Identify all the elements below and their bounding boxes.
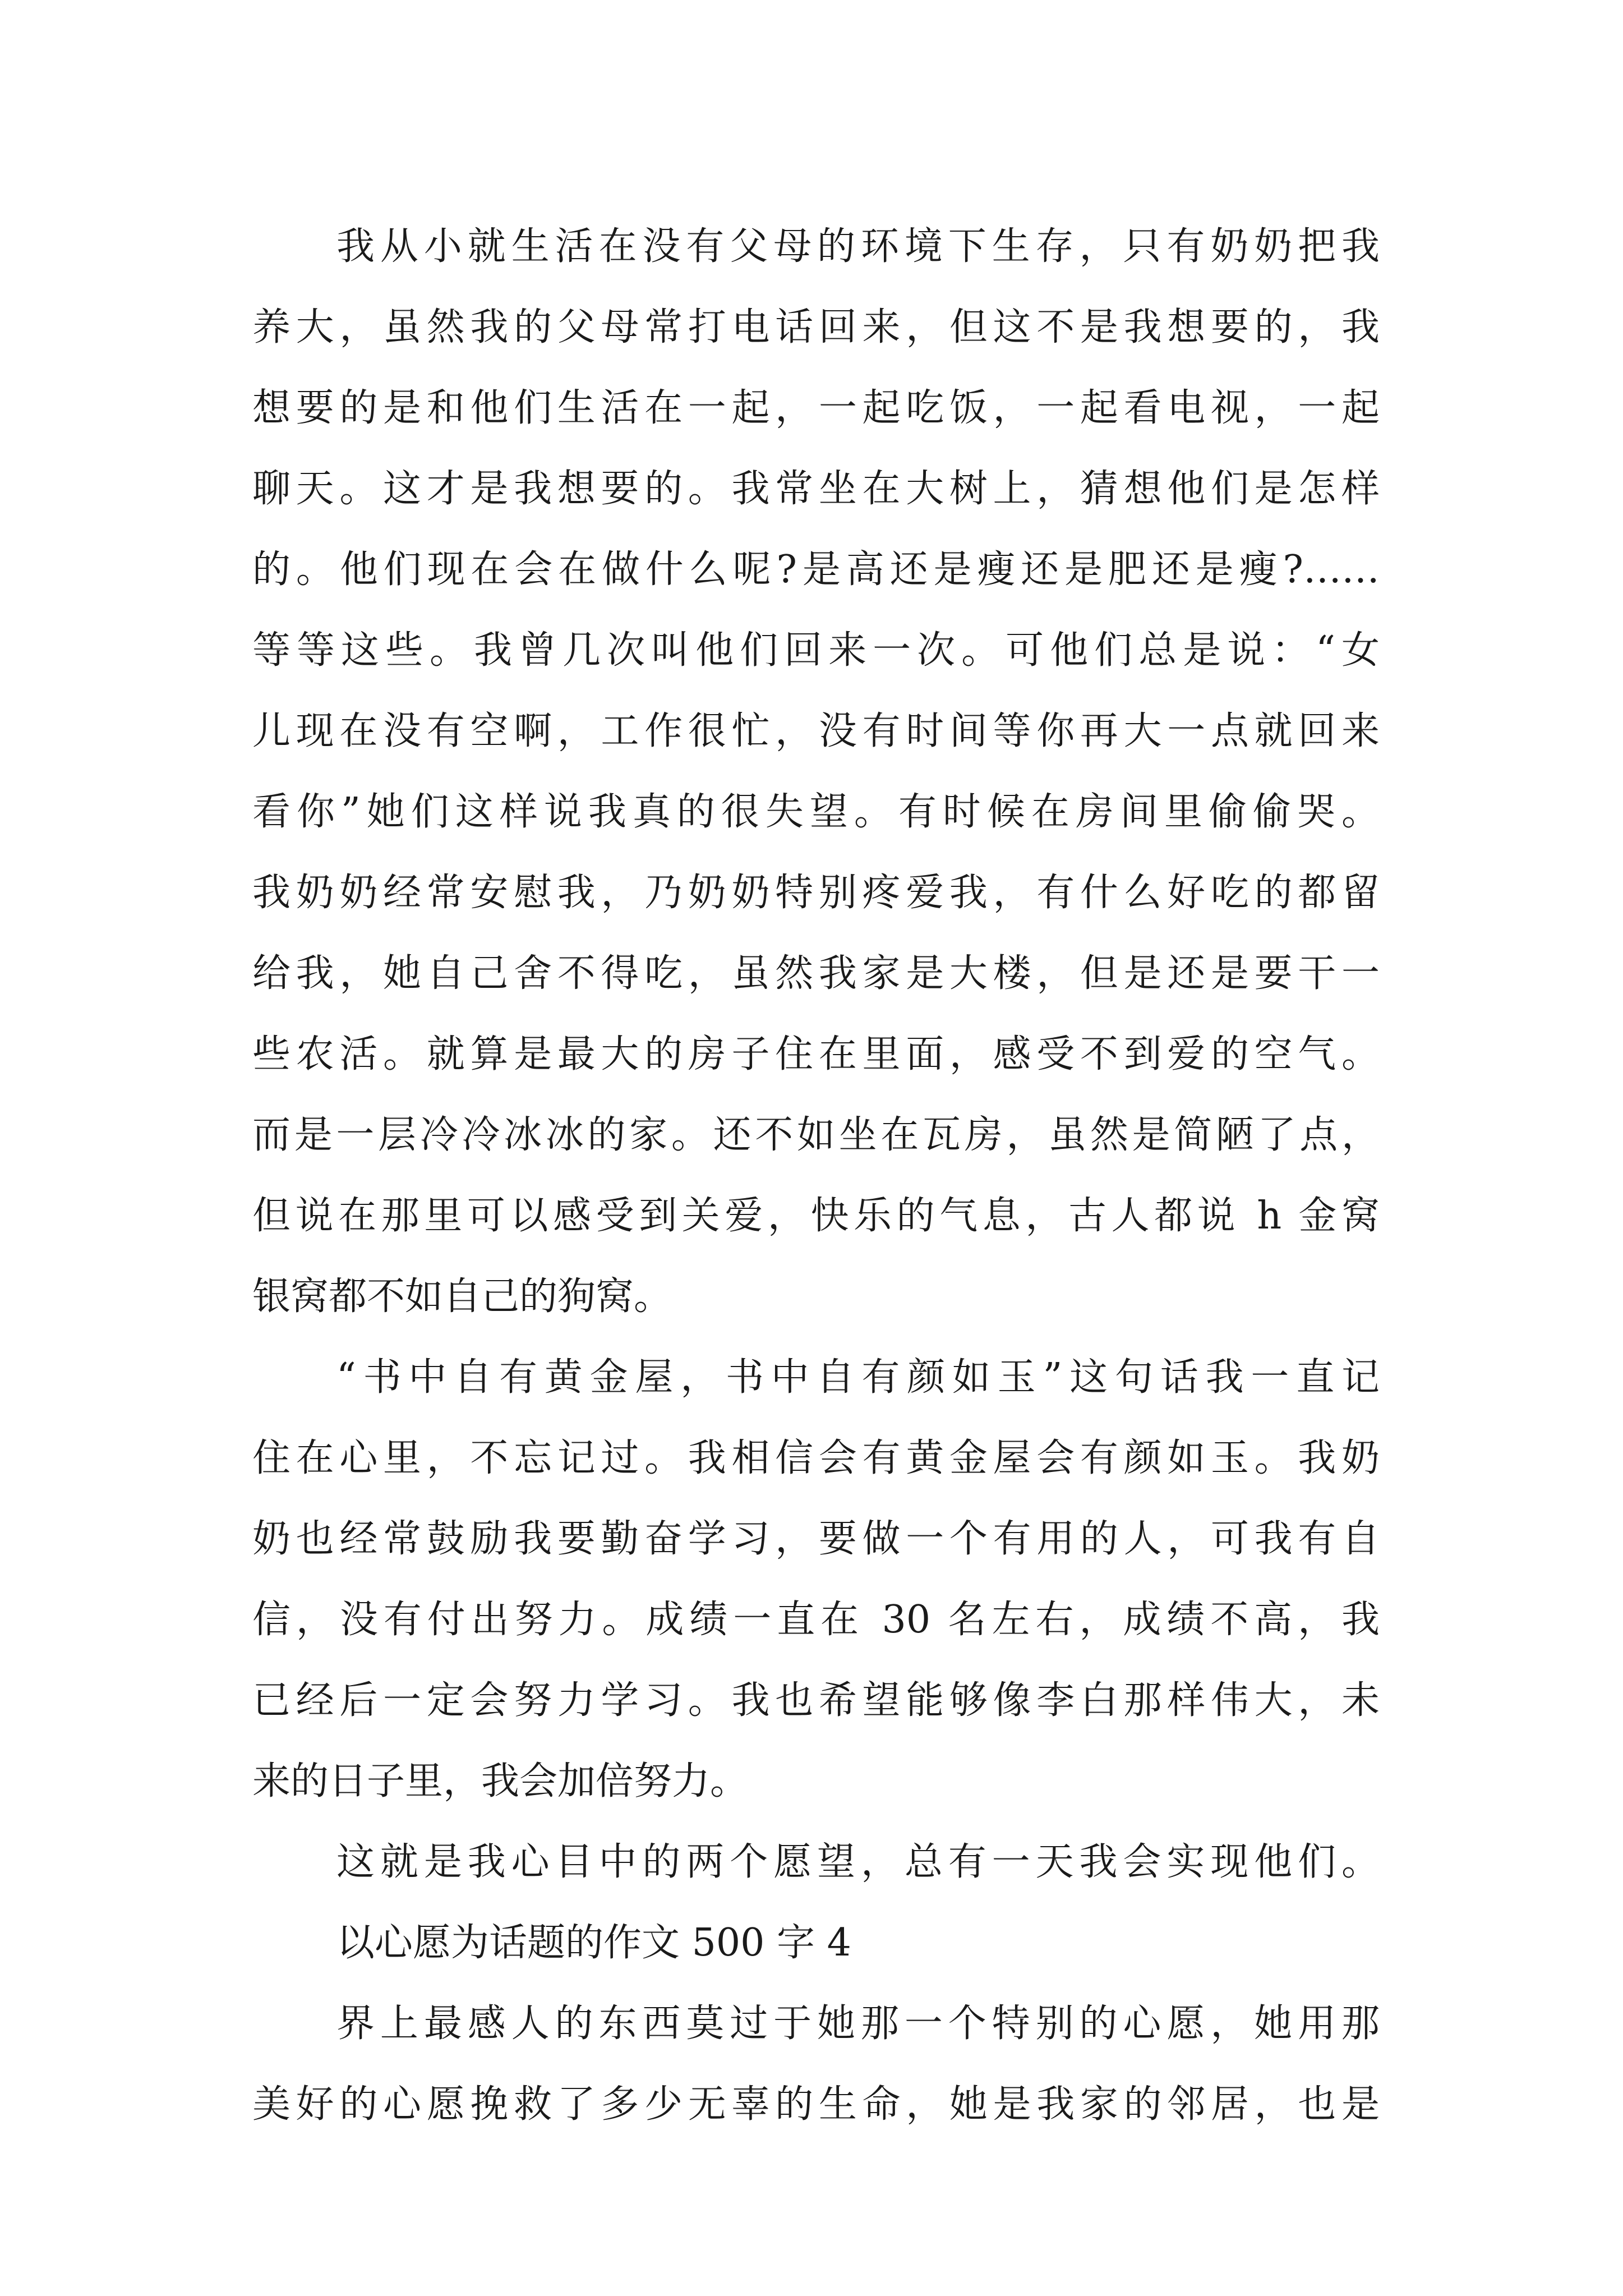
text-line: 住在心里，不忘记过。我相信会有黄金屋会有颜如玉。我奶: [252, 1436, 1380, 1480]
heading-line: 以心愿为话题的作文 500 字 4: [336, 1921, 851, 1965]
text-line: 这就是我心目中的两个愿望，总有一天我会实现他们。: [336, 1840, 1380, 1884]
paragraph-1: [252, 206, 1380, 1337]
text-line: 信，没有付出努力。成绩一直在 30 名左右，成绩不高，我: [252, 1598, 1380, 1642]
text-line: 的。他们现在会在做什么呢?是高还是瘦还是肥还是瘦?……: [252, 547, 1380, 592]
text-line: 儿现在没有空啊，工作很忙，没有时间等你再大一点就回来: [252, 709, 1380, 753]
paragraph-5: [252, 1984, 1380, 2145]
text-line: 美好的心愿挽救了多少无辜的生命，她是我家的邻居，也是: [252, 2082, 1380, 2127]
text-line: 银窝都不如自己的狗窝。: [252, 1274, 672, 1319]
text-line: 而是一层冷冷冰冰的家。还不如坐在瓦房，虽然是简陋了点，: [252, 1113, 1380, 1157]
text-line: 奶也经常鼓励我要勤奋学习，要做一个有用的人，可我有自: [252, 1517, 1380, 1561]
text-line: 看你”她们这样说我真的很失望。有时候在房间里偷偷哭。: [252, 790, 1380, 834]
text-line: 些农活。就算是最大的房子住在里面，感受不到爱的空气。: [252, 1032, 1380, 1076]
paragraph-2: [252, 1337, 1380, 1822]
text-line: 等等这些。我曾几次叫他们回来一次。可他们总是说：“女: [252, 628, 1380, 673]
text-line: 来的日子里，我会加倍努力。: [252, 1759, 749, 1803]
text-line: 已经后一定会努力学习。我也希望能够像李白那样伟大，未: [252, 1678, 1380, 1723]
text-line: 我奶奶经常安慰我，乃奶奶特别疼爱我，有什么好吃的都留: [252, 871, 1380, 915]
text-line: 养大，虽然我的父母常打电话回来，但这不是我想要的，我: [252, 305, 1380, 349]
text-line: 给我，她自己舍不得吃，虽然我家是大楼，但是还是要干一: [252, 951, 1380, 996]
text-line: “书中自有黄金屋，书中自有颜如玉”这句话我一直记: [336, 1355, 1380, 1400]
text-line: 界上最感人的东西莫过于她那一个特别的心愿，她用那: [336, 2001, 1380, 2046]
text-line: 我从小就生活在没有父母的环境下生存，只有奶奶把我: [336, 224, 1380, 269]
text-line: 想要的是和他们生活在一起，一起吃饭，一起看电视，一起: [252, 386, 1380, 430]
section-heading: [252, 1903, 1380, 1984]
paragraph-3: [252, 1822, 1380, 1903]
text-line: 聊天。这才是我想要的。我常坐在大树上，猜想他们是怎样: [252, 467, 1380, 511]
document-body: [252, 206, 1380, 2145]
text-line: 但说在那里可以感受到关爱，快乐的气息，古人都说 h 金窝: [252, 1194, 1380, 1238]
